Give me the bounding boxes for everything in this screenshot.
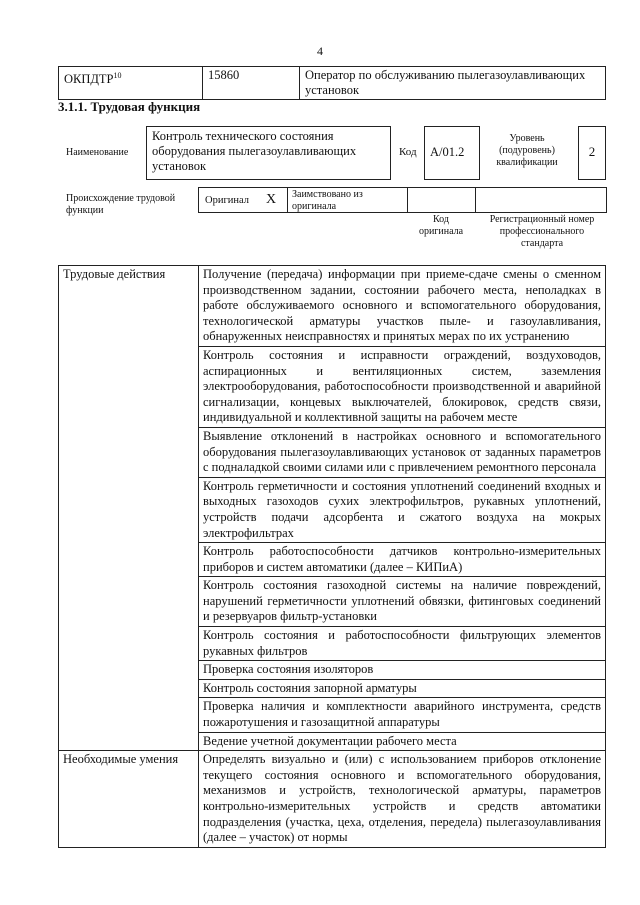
reg-number-caption: Регистрационный номер профессионального стандарта	[489, 214, 595, 249]
okpdtr-label-cell	[59, 67, 203, 100]
function-details-table	[58, 265, 606, 848]
okpdtr-table	[58, 66, 606, 100]
borrowed-label: Заимствовано из оригинала	[292, 189, 363, 212]
labor-action-row-text: Проверка состояния изоляторов	[199, 661, 606, 680]
level-label: Уровень (подуровень) квалификации	[496, 133, 558, 168]
section-title: 3.1.1. Трудовая функция	[58, 99, 201, 114]
okpdtr-label: ОКПДТР	[64, 72, 114, 87]
origin-label: Происхождение трудовой функции	[66, 193, 176, 216]
okpdtr-code: 15860	[203, 67, 300, 100]
page-number: 4	[317, 44, 323, 58]
actions-label: Трудовые действия	[59, 266, 199, 751]
original-mark: X	[266, 192, 277, 207]
origin-row	[198, 187, 607, 213]
labor-action-row-text: Проверка наличия и комплектности аварийного инструмента, средств пожаротушения и газозащитной аппаратуры	[199, 698, 606, 732]
divider	[407, 188, 408, 212]
skill-row-text: Определять визуально и (или) с использованием приборов отклонение текущего состояния основного и вспомогательного оборудования, механизмов и устройств, технологической арматуры, параметров контрольно-измерительных устройств и средств автоматики подразделения (участка, цеха, отделения, передела) пылегазоулавливания (далее – участок) от нормы	[199, 751, 606, 848]
labor-action-row-text: Контроль состояния и исправности ограждений, воздуховодов, аспирационных и вентиляционных систем, заземления электрооборудования, работоспособности производственной и аварийной сигнализации, концевых выключателей, блокировок, средств связи, индивидуальной и коллективной защиты на рабочем месте	[199, 346, 606, 427]
level-value: 2	[578, 126, 606, 180]
okpdtr-title: Оператор по обслуживанию пылегазоулавливающих установок	[300, 67, 606, 100]
divider	[287, 188, 288, 212]
name-label: Наименование	[66, 147, 129, 158]
labor-action-row-text: Контроль работоспособности датчиков контрольно-измерительных приборов и систем автоматики (далее – КИПиА)	[199, 543, 606, 577]
labor-action-row-text: Контроль состояния запорной арматуры	[199, 679, 606, 698]
labor-action-row	[59, 266, 606, 347]
divider	[475, 188, 476, 212]
labor-action-row-text: Ведение учетной документации рабочего места	[199, 732, 606, 751]
code-label: Код	[399, 146, 417, 158]
function-name: Контроль технического состояния оборудования пылегазоулавливающих установок	[146, 126, 391, 180]
labor-action-row-text: Контроль состояния газоходной системы на наличие повреждений, нарушений герметичности уплотнений обвязки, фитинговых соединений и резервуаров фильтр-установки	[199, 577, 606, 627]
okpdtr-footnote: 10	[113, 71, 122, 80]
code-origin-caption: Код оригинала	[418, 214, 464, 237]
skills-label: Необходимые умения	[59, 751, 199, 848]
skill-row	[59, 751, 606, 848]
labor-action-row-text: Контроль герметичности и состояния уплотнений соединений входных и выходных газоходов сухих электрофильтров, рукавных уплотнений, устройств подачи адсорбента и сжатого воздуха на мокрых электрофильтрах	[199, 477, 606, 542]
labor-action-row-text: Получение (передача) информации при приеме-сдаче смены о сменном производственном задании, состоянии рабочего места, неполадках в работе обслуживаемого основного и вспомогательного оборудования, технологической арматуры участков пыле- и газоулавливания, обнаруженных неисправностях и принятых мерах по их устранению	[199, 266, 606, 347]
function-code: А/01.2	[424, 126, 480, 180]
labor-action-row-text: Выявление отклонений в настройках основного и вспомогательного оборудования пылегазоулавливающих установок от заданных параметров с подналадкой своими силами или с привлечением ремонтного персонала	[199, 427, 606, 477]
original-label: Оригинал	[205, 195, 249, 206]
labor-action-row-text: Контроль состояния и работоспособности фильтрующих элементов рукавных фильтров	[199, 627, 606, 661]
